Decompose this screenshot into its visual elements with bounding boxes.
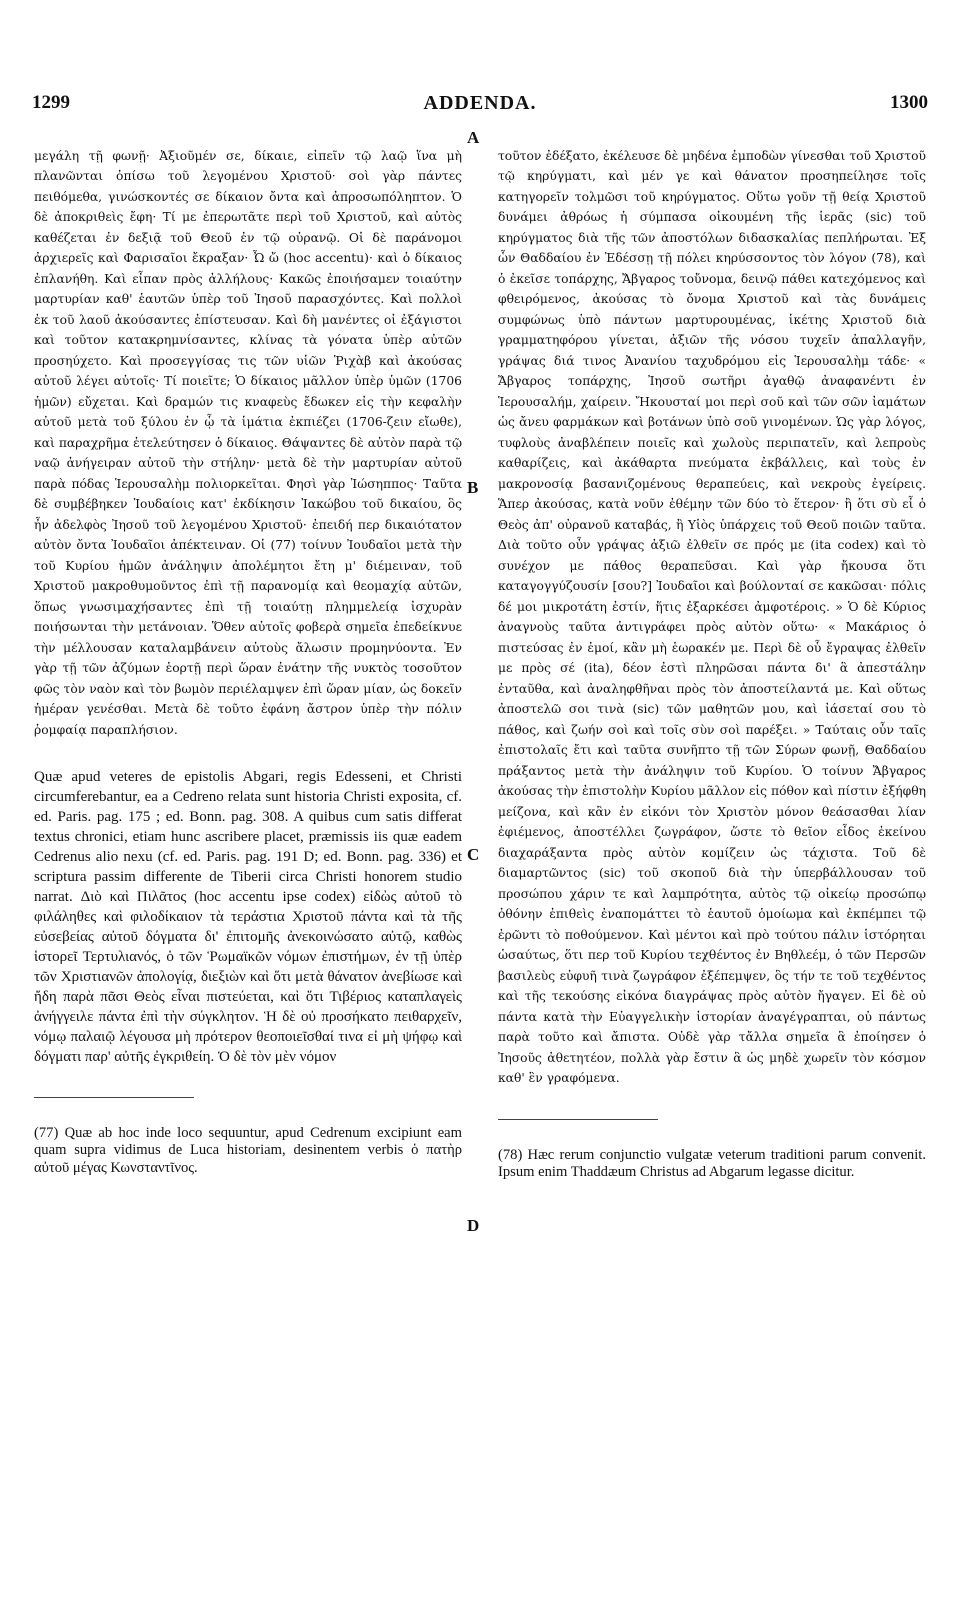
page-number-right: 1300 bbox=[890, 92, 928, 113]
section-marker-b: B bbox=[467, 478, 479, 497]
footnote-rule-left bbox=[34, 1097, 194, 1098]
section-marker-c: C bbox=[467, 845, 480, 864]
footnote-77: (77) Quæ ab hoc inde loco sequuntur, apud Cedrenum excipiunt eam quam supra vidimus de Luca historiam, desinentem verbis ὁ πατὴρ αὐτοῦ μέγας Κωνσταντῖνος. bbox=[34, 1124, 462, 1176]
footnote-78: (78) Hæc rerum conjunctio vulgatæ veterum traditioni parum convenit. Ipsum enim Thaddæum Christus ad Abgarum legasse dicitur. bbox=[498, 1146, 926, 1180]
right-greek-text: τοῦτον ἐδέξατο, ἐκέλευσε δὲ μηδένα ἐμποδὼν γίνεσθαι τοῦ Χριστοῦ τῷ κηρύγματι, καὶ μέν γε καὶ θάνατον προσηπείλησε τοῖς κατηγορεῖν τολμῶσι τοῦ κηρύγματος. Οὕτω γοῦν τῇ θείᾳ Χριστοῦ δυνάμει ἀθρόως ἡ σύμπασα οἰκουμένη τῆς ἱερᾶς (sic) τοῦ κηρύγματος διὰ τῆς τῶν ἀποστόλων διδασκαλίας πεπλήρωται. Ἐξ ὧν Θαδδαίου ἐν Ἐδέσσῃ τῇ πόλει κηρύσσοντος τὸν λόγον (78), καὶ ὁ ἐκεῖσε τοπάρχης, Ἄβγαρος τοὔνομα, δεινῷ πάθει κατεχόμενος καὶ φθειρόμενος, ἀκούσας τὸ ὄνομα Χριστοῦ καὶ τὰς δυνάμεις συμφώνως ὑπὸ πάντων μαρτυρουμένας, ἱκέτης Χριστοῦ διὰ γραμματηφόρου γίνεται, ἀξιῶν τῆς νόσου τυχεῖν ἀπαλλαγῆν, γράψας διά τινος Ἀνανίου ταχυδρόμου εἰς Ἱερουσαλὴμ τάδε· « Ἄβγαρος τοπάρχης, Ἰησοῦ σωτῆρι ἀγαθῷ ἀναφανέντι ἐν Ἱερουσαλήμ, χαίρειν. Ἤκουσταί μοι περὶ σοῦ καὶ τῶν σῶν ἰαμάτων ὡς ἄνευ φαρμάκων καὶ βοτάνων ὑπὸ σοῦ γινομένων. Ὡς γὰρ λόγος, τυφλοὺς ἀναβλέπειν ποιεῖς καὶ χωλοὺς περιπατεῖν, καὶ λεπροὺς καθαρίζεις, καὶ ἀκάθαρτα πνεύματα ἐκβάλλεις, καὶ τοὺς ἐν μακρονοσίᾳ βασανιζομένους θεραπεύεις, καὶ νεκροὺς ἐγείρεις. Ἅπερ ἀκούσας, κατὰ νοῦν ἐθέμην τῶν δύο τὸ ἕτερον· ἢ ὅτι σὺ εἶ ὁ Θεὸς ἀπ' οὐρανοῦ καταβάς, ἢ Υἱὸς ὑπάρχεις τοῦ Θεοῦ ποιῶν ταῦτα. Διὰ τοῦτο οὖν γράψας ἀξιῶ ἐλθεῖν σε πρός με (ita codex) καὶ τὸ συνέχον με πάθος θεραπεῦσαι. Καὶ γὰρ ἤκουσα ὅτι καταγογγύζουσίν [σου?] Ἰουδαῖοι καὶ βούλονταί σε κακῶσαι· πόλις δέ μοι μικροτάτη ἐστίν, ἥτις ἐξαρκέσει ἀμφοτέροις. » Ὁ δὲ Κύριος ἀναγνοὺς ταῦτα ἀντιγράφει πρὸς αὐτὸν οὕτω· « Μακάριος ὁ πιστεύσας ἐν ἐμοί, κἂν μὴ ἑωρακέν με. Περὶ δὲ οὗ ἔγραψας ἐλθεῖν με πρὸς σέ (ita), δέον ἐστὶ πληρῶσαι πάντα δι' ἃ ἀπεστάλην ἐνταῦθα, καὶ ἀναληφθῆναι πρὸς τὸν ἀποστείλαντά με. Καὶ οὕτως ἀποστελῶ σοι τινὰ (sic) τῶν μαθητῶν μου, καὶ ἰάσεταί σου τὸ πάθος, καὶ ζωήν σοὶ καὶ τοῖς σὺν σοὶ παρέξει. » Ταύταις οὖν ταῖς ἐπιστολαῖς ἔτι καὶ ταῦτα συνῆπτο τῇ τῶν Σύρων φωνῇ, Θαδδαίου πράξαντος μετὰ τὴν ἀνάληψιν τοῦ Κυρίου. Ὁ τοίνυν Ἄβγαρος ἀκούσας τὴν ἐπιστολὴν Κυρίου μᾶλλον εἰς πόθον καὶ πίστιν ἐξήφθη μείζονα, καὶ κἂν ἐν εἰκόνι τὸν Χριστὸν μόνον θεάσασθαι λίαν ἐφιέμενος, ἀποστέλλει ζωγράφον, ὥστε τὸ θεῖον εἶδος ἐκείνου διαχαράξαντα πρὸς αὐτὸν κομίζειν ὡς τάχιστα. Τοῦ δὲ διαμαρτῶντος (sic) τοῦ σκοποῦ διὰ τὴν ὑπερβάλλουσαν τοῦ προσώπου χάριν τε καὶ λαμπρότητα, αὐτὸς τῷ οἰκείῳ προσώπῳ ὀθόνην ἐπιθεὶς ἐναπομάττει τὸ ἑαυτοῦ ὁμοίωμα καὶ ἐκπέμπει τῷ ἐρῶντι τὸ ποθούμενον. Καὶ μέντοι καὶ πρὸ τούτου πάλιν ἱστόρηται ὡσαύτως, ὅτι περ τοῦ Κυρίου τεχθέντος ἐν Βηθλεέμ, ὁ τῶν Περσῶν βασιλεὺς εὐφυῆ τινὰ ζωγράφον ἐξέπεμψεν, ὃς τήν τε τοῦ τεχθέντος καὶ τῆς τεκούσης εἰκόνα διαγράψας πρὸς αὐτὸν ἤγαγεν. Εἰ δὲ οὐ πάντα κατὰ τὴν Εὐαγγελικὴν ἱστορίαν ἀναγέγραπται, οὐ πάντως παρὰ τοῦτο καὶ ἄπιστα. Οὐδὲ γὰρ τἄλλα σημεῖα ἃ ἐποίησεν ὁ Ἰησοῦς ἀθετητέον, πολλὰ γὰρ ἔστιν ἃ ὡς μηδὲ χωρεῖν τὸν κόσμον καθ' ἓν γραφόμενα. bbox=[498, 148, 926, 1085]
footnote-rule-right bbox=[498, 1119, 658, 1120]
section-marker-d: D bbox=[467, 1216, 480, 1235]
running-header bbox=[32, 92, 928, 122]
running-title: ADDENDA. bbox=[423, 92, 537, 114]
left-latin-text: Quæ apud veteres de epistolis Abgari, regis Edesseni, et Christi circumferebantur, ea a Cedreno relata sunt historia Christi exposita, cf. ed. Paris. pag. 175 ; ed. Bonn. pag. 308. A quibus cum satis differat textus chronici, etiam hunc ascribere placet, præmissis iis quæ eadem Cedrenus alio nexu (cf. ed. Paris. pag. 191 D; ed. Bonn. pag. 336) et scriptura passim differente de Tiberii circa Christi honorem studio narrat. Διὸ καὶ Πιλᾶτος (hoc accentu ipse codex) εἰδὼς αὐτοῦ τὸ φιλάληθες καὶ φιλοδίκαιον τὰ τεράστια Χριστοῦ πάντα καὶ τὰ τῆς εὐσεβείας αὐτοῦ δόγματα δι' ἐπιτομῆς ἀνεκοινώσατο αὐτῷ, καθὼς ἱστορεῖ Τερτυλιανός, ὁ τῶν Ῥωμαϊκῶν νόμων ἐπιστήμων, ἐν τῇ ὑπὲρ τῶν Χριστιανῶν ἀπολογίᾳ, διεξιὼν καὶ ὅτι μετὰ θάνατον ἀνεβίωσε καὶ ἤδη παρὰ πᾶσι Θεὸς εἶναι πιστεύεται, καὶ ὅτι Τιβέριος καταπλαγεὶς ἀνήγγειλε πάντα ἐπὶ τὴν σύγκλητον. Ἡ δὲ οὐ προσήκατο πειθαρχεῖν, νόμῳ παλαιῷ λέγουσα μὴ πρότερον θεοποιεῖσθαί τινα εἰ μὴ ψήφῳ καὶ δόγματι παρ' αὐτῆς ἐγκριθείη. Ὁ δὲ τὸν μὲν νόμον bbox=[34, 768, 462, 1065]
left-greek-text: μεγάλη τῇ φωνῇ· Ἀξιοῦμέν σε, δίκαιε, εἰπεῖν τῷ λαῷ ἵνα μὴ πλανῶνται ὀπίσω τοῦ λεγομένου Χριστοῦ· σοὶ γὰρ πάντες πειθόμεθα, γινώσκοντές σε δίκαιον ὄντα καὶ ἀπροσωπόληπτον. Ὁ δὲ ἀποκριθεὶς ἔφη· Τί με ἐπερωτᾶτε περὶ τοῦ Χριστοῦ, καὶ αὐτὸς καθέζεται ἐν δεξιᾷ τοῦ Θεοῦ ἐν τῷ οὐρανῷ. Οἱ δὲ παράνομοι ἀρχιερεῖς καὶ Φαρισαῖοι ἔκραξαν· Ὦ ὤ (hoc accentu)· καὶ ὁ δίκαιος ἐπλανήθη. Καὶ εἶπαν πρὸς ἀλλήλους· Κακῶς ἐποιήσαμεν τοιαύτην μαρτυρίαν καθ' ἑαυτῶν ὑπὲρ τοῦ Ἰησοῦ παρασχόντες. Καὶ πολλοὶ ἐκ τοῦ λαοῦ ἀκούσαντες ἐπίστευσαν. Καὶ δὴ μανέντες οἱ ἐξάγιστοι καὶ τοῦτον κατακρημνίσαντες, κλίνας τὰ γόνατα ὑπὲρ αὐτῶν προσηύχετο. Καὶ προσεγγίσας τις τῶν υἱῶν Ῥιχὰβ καὶ ἀκούσας αὐτοῦ λέγει αὐτοῖς· Τί ποιεῖτε; Ὁ δίκαιος μᾶλλον ὑπὲρ ὑμῶν (1706 ἡμῶν) εὔχεται. Καὶ δραμών τις κναφεὺς ἔδωκεν εἰς τὴν κεφαλὴν αὐτοῦ μετὰ τοῦ ξύλου ἐν ᾧ τὰ ἱμάτια ἐκπιέζει (1706-ζειν εἴωθε), καὶ παραχρῆμα ἐτελεύτησεν ὁ δίκαιος. Θάψαντες δὲ αὐτὸν παρὰ τῷ ναῷ ἀνήγειραν αὐτοῦ τὴν στήλην· μετὰ δὲ τὴν μαρτυρίαν αὐτοῦ παρὰ πόδας Ἱερουσαλὴμ πολιορκεῖται. Φησὶ γὰρ Ἰώσηππος· Ταῦτα δὲ συμβέβηκεν Ἰουδαίοις κατ' ἐκδίκησιν Ἰακώβου τοῦ δικαίου, ὃς ἦν ἀδελφὸς Ἰησοῦ τοῦ λεγομένου Χριστοῦ· ἐπειδή περ δικαιότατον αὐτὸν ὄντα Ἰουδαῖοι ἀπέκτειναν. Οἱ (77) τοίνυν Ἰουδαῖοι μετὰ τὴν τοῦ Κυρίου ἡμῶν ἀνάληψιν ἀπολέμητοι ἔτη μ' διέμειναν, τοῦ Χριστοῦ μακροθυμοῦντος ἐπὶ τῇ παρανομίᾳ καὶ θεομαχίᾳ αὐτῶν, ὅπως γνωσιμαχήσαντες ἐπὶ τῇ τοιαύτῃ πλημμελείᾳ ἰσχυρὰν ποιήσωνται τὴν μετάνοιαν. Ὅθεν αὐτοῖς φοβερὰ σημεῖα ἐπεδείκνυε τὴν μέλλουσαν καταλαμβάνειν αὐτοὺς ἄλωσιν προμηνύοντα. Ἐν γὰρ τῇ τῶν ἀζύμων ἑορτῇ περὶ ὥραν ἐνάτην τῆς νυκτὸς τοσοῦτον φῶς τὸν ναὸν καὶ τὸν βωμὸν περιέλαμψεν ἐπὶ ὥραν μίαν, ὡς δοκεῖν ἡμέραν γενέσθαι. Μετὰ δὲ τοῦτο ἐφάνη ἄστρον ὑπὲρ τὴν πόλιν ῥομφαίᾳ παραπλήσιον. bbox=[34, 148, 462, 737]
right-column bbox=[498, 125, 926, 1202]
section-marker-a: A bbox=[467, 128, 480, 147]
page-number-left: 1299 bbox=[32, 92, 70, 113]
left-column bbox=[34, 125, 462, 1198]
